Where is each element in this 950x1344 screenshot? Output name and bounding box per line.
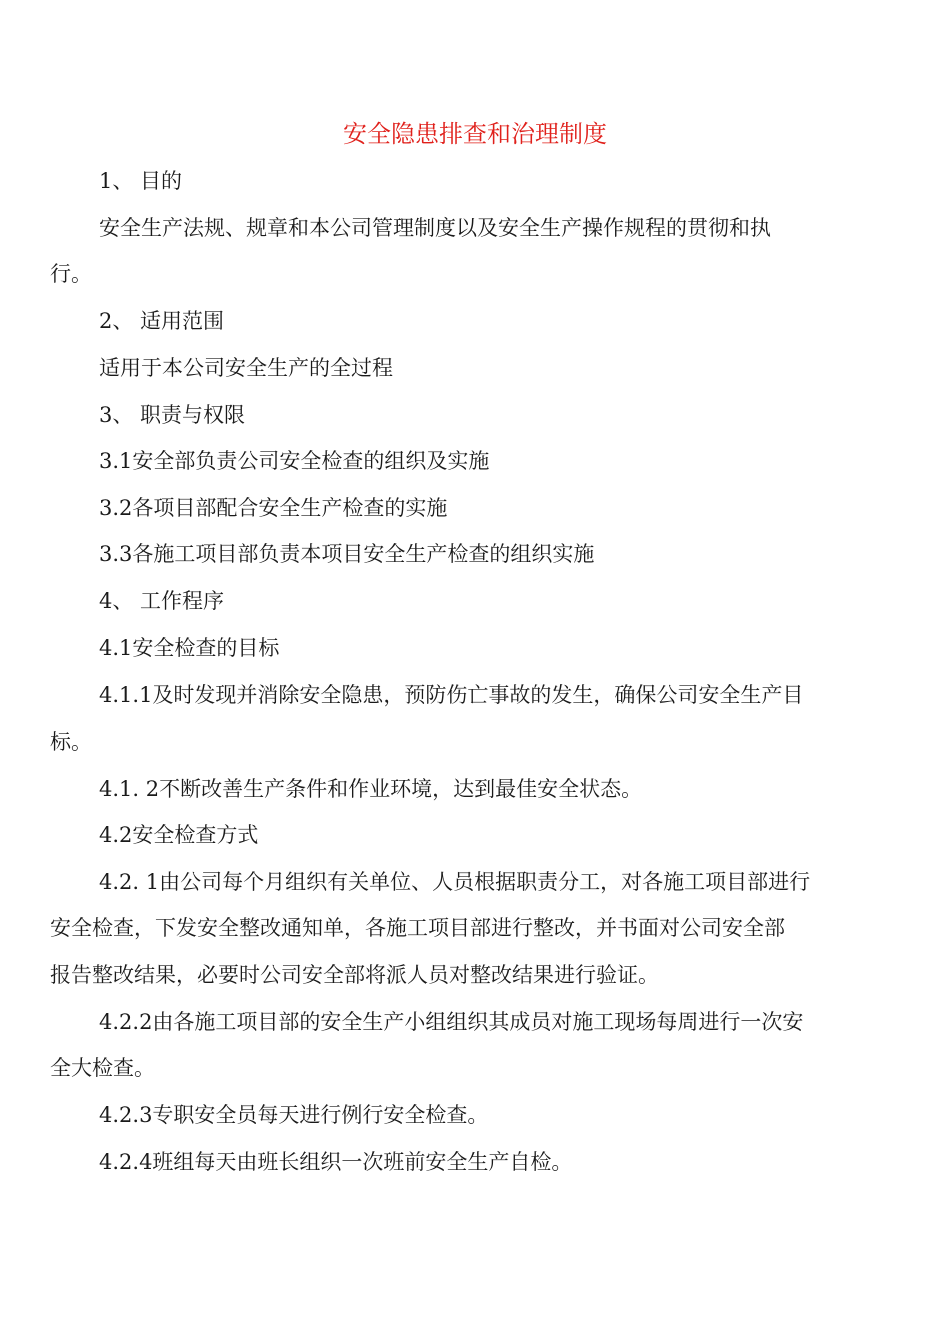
section-3-1-line: 3.1安全部负责公司安全检查的组织及实施 xyxy=(99,449,490,473)
section-4-2-2-line: 全大检查。 xyxy=(50,1056,155,1080)
section-4-2-3-line: 4.2.3专职安全员每天进行例行安全检查。 xyxy=(99,1103,489,1127)
section-4-2-heading: 4.2安全检查方式 xyxy=(99,823,259,847)
section-4-1-1-line: 标。 xyxy=(50,730,92,754)
section-4-2-4-line: 4.2.4班组每天由班长组织一次班前安全生产自检。 xyxy=(99,1150,573,1174)
section-4-1-heading: 4.1安全检查的目标 xyxy=(99,636,280,660)
section-3-heading: 3、 职责与权限 xyxy=(99,403,246,427)
section-4-1-2-line: 4.1. 2不断改善生产条件和作业环境，达到最佳安全状态。 xyxy=(99,777,643,801)
section-4-2-1-line: 安全检查，下发安全整改通知单，各施工项目部进行整改，并书面对公司安全部 xyxy=(50,916,785,940)
section-1-body-line: 安全生产法规、规章和本公司管理制度以及安全生产操作规程的贯彻和执 xyxy=(99,216,771,240)
section-2-heading: 2、 适用范围 xyxy=(99,309,225,333)
section-3-2-line: 3.2各项目部配合安全生产检查的实施 xyxy=(99,496,448,520)
section-2-body-line: 适用于本公司安全生产的全过程 xyxy=(99,356,393,380)
document-title: 安全隐患排查和治理制度 xyxy=(343,120,607,148)
section-1-body-line: 行。 xyxy=(50,262,92,286)
section-4-2-1-line: 4.2. 1由公司每个月组织有关单位、人员根据职责分工，对各施工项目部进行 xyxy=(99,870,811,894)
section-4-2-1-line: 报告整改结果，必要时公司安全部将派人员对整改结果进行验证。 xyxy=(50,963,659,987)
section-4-heading: 4、 工作程序 xyxy=(99,589,225,613)
section-3-3-line: 3.3各施工项目部负责本项目安全生产检查的组织实施 xyxy=(99,542,595,566)
section-4-1-1-line: 4.1.1及时发现并消除安全隐患，预防伤亡事故的发生，确保公司安全生产目 xyxy=(99,683,804,707)
section-1-heading: 1、 目的 xyxy=(99,169,183,193)
section-4-2-2-line: 4.2.2由各施工项目部的安全生产小组组织其成员对施工现场每周进行一次安 xyxy=(99,1010,804,1034)
